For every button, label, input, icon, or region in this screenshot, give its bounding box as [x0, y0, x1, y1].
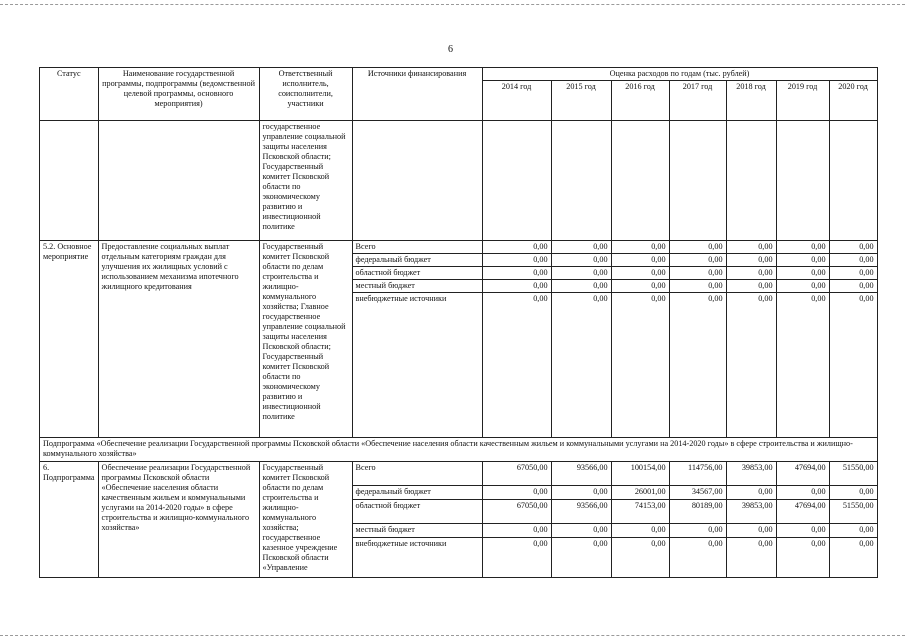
value-cell: 0,00: [829, 280, 877, 293]
value-cell: 0,00: [726, 280, 776, 293]
value-cell: 0,00: [829, 486, 877, 500]
value-cell: 39853,00: [726, 500, 776, 524]
header-name: Наименование государственной программы, подпрограммы (ведомственной целевой программы, основного мероприятия): [98, 68, 259, 121]
value-cell: 0,00: [776, 486, 829, 500]
value-cell: 0,00: [611, 538, 669, 578]
value-cell: 0,00: [776, 293, 829, 438]
value-cell: 0,00: [776, 538, 829, 578]
top-scan-border: [0, 4, 905, 5]
value-cell: 0,00: [829, 241, 877, 254]
source-label: федеральный бюджет: [352, 486, 482, 500]
value-cell: 26001,00: [611, 486, 669, 500]
value-cell: 0,00: [669, 293, 726, 438]
header-year: 2020 год: [829, 81, 877, 121]
row-5-2-name: Предоставление социальных выплат отдельным категориям граждан для улучшения их жилищных условий с использованием механизма ипотечного жилищного кредитования: [98, 241, 259, 438]
row-5-2-responsible: Государственный комитет Псковской области по делам строительства и жилищно-коммунального хозяйства; Главное государственное управление социальной защиты населения Псковской области; Государственный комитет Псковской области по экономическому развитию и инвестиционной политике: [259, 241, 352, 438]
subprogram-title-row: [40, 438, 878, 462]
continuation-row: [40, 121, 878, 241]
value-cell: 51550,00: [829, 500, 877, 524]
value-cell: 0,00: [551, 538, 611, 578]
value-cell: 0,00: [482, 486, 551, 500]
value-cell: 0,00: [551, 241, 611, 254]
row-6-total: [40, 462, 878, 486]
continuation-responsible: государственное управление социальной защиты населения Псковской области; Государственный комитет Псковской области по экономическому развитию и инвестиционной политике: [259, 121, 352, 241]
value-cell: 47694,00: [776, 500, 829, 524]
value-cell: 39853,00: [726, 462, 776, 486]
source-label: областной бюджет: [352, 267, 482, 280]
source-label: местный бюджет: [352, 524, 482, 538]
value-cell: 0,00: [776, 524, 829, 538]
source-label: внебюджетные источники: [352, 538, 482, 578]
value-cell: 34567,00: [669, 486, 726, 500]
value-cell: 0,00: [611, 280, 669, 293]
source-label: Всего: [352, 462, 482, 486]
value-cell: 0,00: [611, 293, 669, 438]
value-cell: 0,00: [829, 254, 877, 267]
source-label: местный бюджет: [352, 280, 482, 293]
value-cell: 0,00: [776, 267, 829, 280]
value-cell: 0,00: [829, 538, 877, 578]
header-sources: Источники финансирования: [352, 68, 482, 121]
value-cell: 0,00: [776, 280, 829, 293]
value-cell: 0,00: [551, 524, 611, 538]
value-cell: 80189,00: [669, 500, 726, 524]
value-cell: 114756,00: [669, 462, 726, 486]
value-cell: 93566,00: [551, 462, 611, 486]
value-cell: 67050,00: [482, 462, 551, 486]
value-cell: 0,00: [726, 524, 776, 538]
value-cell: 0,00: [551, 486, 611, 500]
value-cell: 0,00: [776, 241, 829, 254]
value-cell: 74153,00: [611, 500, 669, 524]
value-cell: 0,00: [669, 524, 726, 538]
value-cell: 0,00: [829, 524, 877, 538]
value-cell: 0,00: [726, 241, 776, 254]
header-row-1: [40, 68, 878, 81]
value-cell: 0,00: [669, 241, 726, 254]
value-cell: 0,00: [482, 267, 551, 280]
value-cell: 0,00: [551, 293, 611, 438]
value-cell: 0,00: [669, 254, 726, 267]
page-number: 6: [448, 44, 453, 55]
value-cell: 0,00: [829, 293, 877, 438]
value-cell: 0,00: [482, 293, 551, 438]
value-cell: 0,00: [482, 524, 551, 538]
row-6-responsible: Государственный комитет Псковской области по делам строительства и жилищно-коммунального хозяйства; государственное казенное учреждение Псковской области «Управление: [259, 462, 352, 578]
value-cell: 0,00: [726, 293, 776, 438]
row-6-status: 6. Подпрограмма: [40, 462, 99, 578]
header-responsible: Ответственный исполнитель, соисполнители, участники: [259, 68, 352, 121]
value-cell: 0,00: [726, 538, 776, 578]
source-label: внебюджетные источники: [352, 293, 482, 438]
header-year: 2018 год: [726, 81, 776, 121]
value-cell: 0,00: [482, 241, 551, 254]
header-year: 2017 год: [669, 81, 726, 121]
value-cell: 0,00: [482, 280, 551, 293]
value-cell: 0,00: [482, 254, 551, 267]
value-cell: 0,00: [669, 267, 726, 280]
value-cell: 0,00: [482, 538, 551, 578]
value-cell: 0,00: [611, 524, 669, 538]
value-cell: 0,00: [776, 254, 829, 267]
value-cell: 0,00: [726, 267, 776, 280]
header-status: Статус: [40, 68, 99, 121]
value-cell: 0,00: [551, 254, 611, 267]
row-5-2-total: [40, 241, 878, 254]
header-year: 2016 год: [611, 81, 669, 121]
value-cell: 0,00: [829, 267, 877, 280]
subprogram-title: Подпрограмма «Обеспечение реализации Государственной программы Псковской области «Обеспечение населения области качественным жильем и коммунальными услугами на 2014-2020 годы» в сфере строительства и жилищно-коммунального хозяйства»: [40, 438, 878, 462]
header-year: 2019 год: [776, 81, 829, 121]
bottom-scan-border: [0, 635, 905, 636]
value-cell: 0,00: [551, 267, 611, 280]
value-cell: 0,00: [611, 241, 669, 254]
value-cell: 0,00: [611, 267, 669, 280]
value-cell: 67050,00: [482, 500, 551, 524]
header-estimate: Оценка расходов по годам (тыс. рублей): [482, 68, 877, 81]
source-label: Всего: [352, 241, 482, 254]
budget-table: [39, 67, 878, 578]
value-cell: 0,00: [669, 280, 726, 293]
value-cell: 0,00: [669, 538, 726, 578]
row-5-2-status: 5.2. Основное мероприятие: [40, 241, 99, 438]
source-label: областной бюджет: [352, 500, 482, 524]
value-cell: 93566,00: [551, 500, 611, 524]
row-6-name: Обеспечение реализации Государственной программы Псковской области «Обеспечение населения области качественным жильем и коммунальными услугами на 2014-2020 годы» в сфере строительства и жилищно-коммунального хозяйства»: [98, 462, 259, 578]
header-year: 2015 год: [551, 81, 611, 121]
value-cell: 51550,00: [829, 462, 877, 486]
value-cell: 0,00: [551, 280, 611, 293]
value-cell: 47694,00: [776, 462, 829, 486]
value-cell: 0,00: [611, 254, 669, 267]
value-cell: 100154,00: [611, 462, 669, 486]
value-cell: 0,00: [726, 254, 776, 267]
source-label: федеральный бюджет: [352, 254, 482, 267]
value-cell: 0,00: [726, 486, 776, 500]
header-year: 2014 год: [482, 81, 551, 121]
